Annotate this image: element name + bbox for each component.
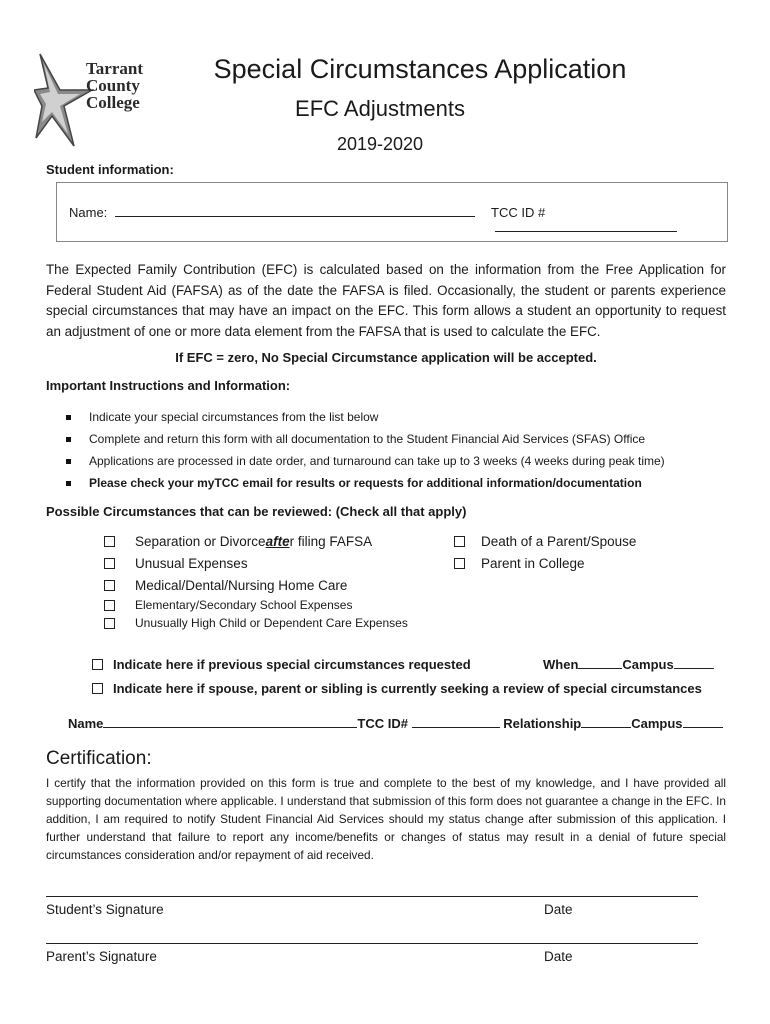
checkbox[interactable] [104, 618, 115, 629]
checkbox[interactable] [92, 683, 103, 694]
student-info-box [56, 182, 728, 242]
option-death[interactable]: Death of a Parent/Spouse [454, 530, 636, 552]
intro-paragraph: The Expected Family Contribution (EFC) is calculated based on the information from the Free Application for Federal Student Aid (FAFSA) as of the date the FAFSA is filed. Occasionally, the student or parents experience special circumstances that may have an impact on the EFC. This form allows a student an opportunity to request an adjustment of one or more data element from the FAFSA that is used to calculate the EFC. [46, 262, 726, 339]
student-name-field[interactable] [69, 205, 475, 220]
tcc-id-label: TCC ID # [491, 205, 546, 220]
student-signature-label: Student’s Signature [46, 902, 164, 917]
certification-text: I certify that the information provided on this form is true and complete to the best of my knowledge, and I have provided all supporting documentation where applicable. I understand that submission of this form does not guarantee a change in the EFC. In addition, I am required to notify Student Financial Aid Services should my status change after submission of this application. I further understand that failure to report any income/benefits or changes of status may result in a denial of future special circumstances consideration and/or repayment of aid received. [46, 776, 726, 862]
checkbox[interactable] [104, 580, 115, 591]
student-signature-line[interactable] [46, 896, 698, 897]
logo-wordmark: Tarrant County College [86, 59, 143, 112]
bullet-icon [66, 415, 71, 420]
parent-signature-line[interactable] [46, 943, 698, 944]
list-item: Please check your myTCC email for results or requests for additional information/documentation [66, 472, 746, 494]
option-medical[interactable]: Medical/Dental/Nursing Home Care [104, 574, 408, 596]
academic-year: 2019-2020 [336, 134, 424, 154]
checkbox[interactable] [104, 600, 115, 611]
parent-date-label: Date [544, 949, 573, 964]
page-subtitle: EFC Adjustments [295, 96, 465, 121]
related-name-line[interactable] [103, 727, 357, 728]
circumstances-right-column [454, 530, 636, 574]
option-unusual-expenses[interactable]: Unusual Expenses [104, 552, 408, 574]
previous-when-campus[interactable]: When Campus [543, 657, 714, 672]
bullet-icon [66, 437, 71, 442]
previous-request-option[interactable]: Indicate here if previous special circumstances requested [92, 653, 471, 675]
checkbox[interactable] [104, 536, 115, 547]
relationship-line[interactable] [581, 727, 631, 728]
student-date-label: Date [544, 902, 573, 917]
option-elementary[interactable]: Elementary/Secondary School Expenses [104, 596, 408, 614]
parent-signature-label: Parent’s Signature [46, 949, 157, 964]
checkbox[interactable] [104, 558, 115, 569]
name-input-line[interactable] [115, 216, 475, 217]
campus-input-line[interactable] [674, 668, 714, 669]
spouse-review-option[interactable]: Indicate here if spouse, parent or sibling is currently seeking a review of special circumstances [92, 677, 702, 699]
when-input-line[interactable] [578, 668, 622, 669]
related-person-fields: Name TCC ID# Relationship Campus [68, 716, 723, 731]
checkbox[interactable] [454, 558, 465, 569]
bullet-icon [66, 481, 71, 486]
related-tcc-line[interactable] [412, 727, 500, 728]
option-parent-college[interactable]: Parent in College [454, 552, 636, 574]
bullet-icon [66, 459, 71, 464]
list-item: Applications are processed in date order, and turnaround can take up to 3 weeks (4 weeks during peak time) [66, 450, 746, 472]
instructions-list [66, 406, 746, 494]
option-childcare[interactable]: Unusually High Child or Dependent Care Expenses [104, 614, 408, 632]
efc-zero-notice: If EFC = zero, No Special Circumstance application will be accepted. [175, 350, 597, 365]
circumstances-heading: Possible Circumstances that can be reviewed: (Check all that apply) [46, 504, 467, 519]
student-info-heading: Student information: [46, 162, 174, 177]
option-separation[interactable]: Separation or Divorce afte r filing FAFSA [104, 530, 408, 552]
checkbox[interactable] [92, 659, 103, 670]
name-label: Name: [69, 205, 108, 220]
tcc-id-field[interactable] [491, 205, 727, 235]
list-item: Complete and return this form with all documentation to the Student Financial Aid Services (SFAS) Office [66, 428, 746, 450]
instructions-heading: Important Instructions and Information: [46, 378, 291, 393]
tcc-id-input-line[interactable] [495, 231, 677, 232]
related-campus-line[interactable] [683, 727, 723, 728]
checkbox[interactable] [454, 536, 465, 547]
list-item: Indicate your special circumstances from the list below [66, 406, 746, 428]
certification-heading: Certification: [46, 748, 152, 769]
page-title: Special Circumstances Application [213, 54, 627, 84]
circumstances-left-column [104, 530, 408, 632]
